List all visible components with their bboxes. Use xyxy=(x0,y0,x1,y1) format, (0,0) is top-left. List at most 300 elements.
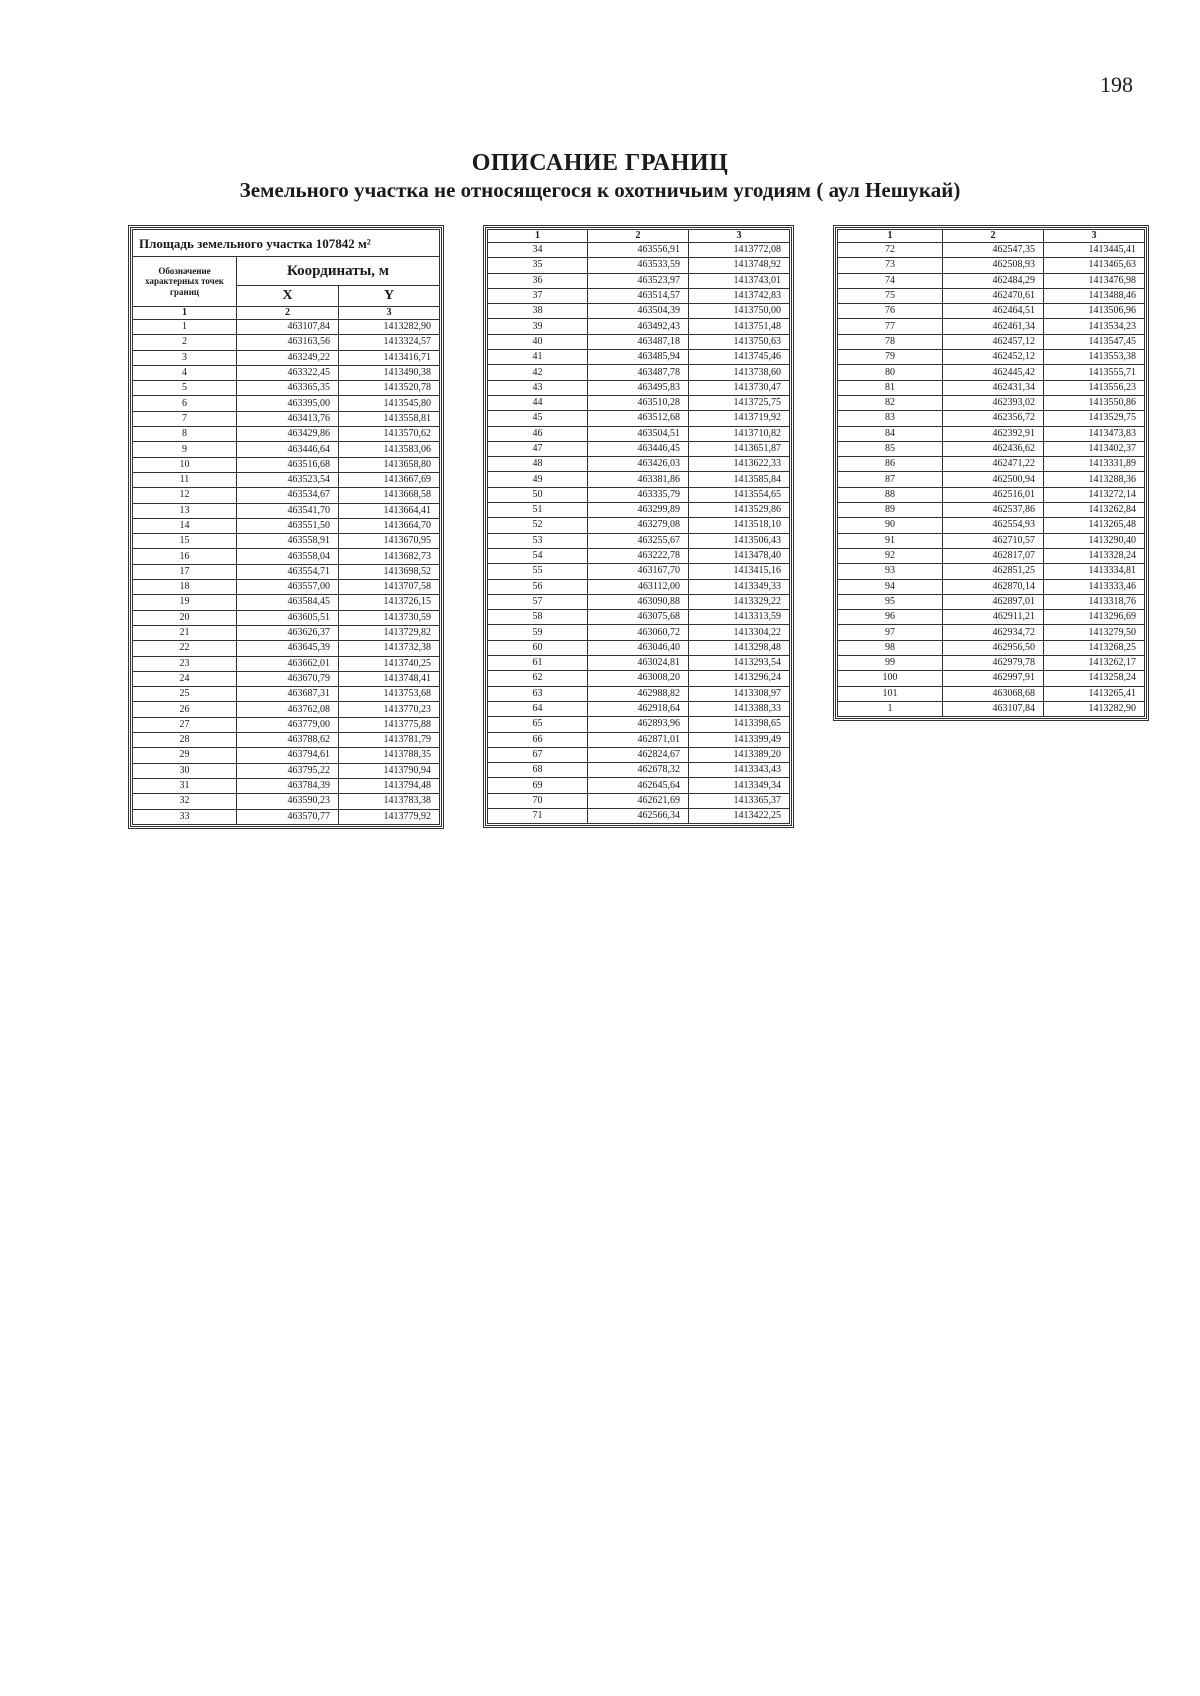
point-number: 38 xyxy=(488,304,588,319)
table-row xyxy=(488,717,790,732)
y-coordinate: 1413490,38 xyxy=(339,365,440,380)
point-number: 24 xyxy=(133,671,237,686)
table-row xyxy=(838,426,1145,441)
x-coordinate: 463046,40 xyxy=(588,640,689,655)
x-coordinate: 463429,86 xyxy=(237,427,339,442)
column-number: 3 xyxy=(339,307,440,320)
x-coordinate: 463558,04 xyxy=(237,549,339,564)
point-number: 61 xyxy=(488,656,588,671)
table-row xyxy=(133,748,440,763)
y-coordinate: 1413753,68 xyxy=(339,687,440,702)
table-row xyxy=(838,288,1145,303)
table1-body xyxy=(133,320,440,825)
x-coordinate: 463322,45 xyxy=(237,365,339,380)
y-coordinate: 1413788,35 xyxy=(339,748,440,763)
x-coordinate: 463533,59 xyxy=(588,258,689,273)
point-number: 48 xyxy=(488,457,588,472)
x-coordinate: 462393,02 xyxy=(943,395,1044,410)
x-coordinate: 463167,70 xyxy=(588,564,689,579)
point-number: 31 xyxy=(133,778,237,793)
point-number: 99 xyxy=(838,656,943,671)
table-row xyxy=(488,411,790,426)
table-row xyxy=(488,258,790,273)
y-coordinate: 1413398,65 xyxy=(689,717,790,732)
y-coordinate: 1413506,43 xyxy=(689,533,790,548)
x-coordinate: 463584,45 xyxy=(237,595,339,610)
point-number: 53 xyxy=(488,533,588,548)
x-coordinate: 463558,91 xyxy=(237,534,339,549)
point-number: 82 xyxy=(838,395,943,410)
table-row xyxy=(838,518,1145,533)
x-coordinate: 462934,72 xyxy=(943,625,1044,640)
y-coordinate: 1413710,82 xyxy=(689,426,790,441)
land-area-label: Площадь земельного участка 107842 м² xyxy=(133,230,440,257)
x-coordinate: 463516,68 xyxy=(237,457,339,472)
y-coordinate: 1413743,01 xyxy=(689,273,790,288)
y-coordinate: 1413779,92 xyxy=(339,809,440,824)
x-coordinate: 463687,31 xyxy=(237,687,339,702)
point-number: 3 xyxy=(133,350,237,365)
point-number: 2 xyxy=(133,335,237,350)
x-coordinate: 463788,62 xyxy=(237,733,339,748)
point-number: 47 xyxy=(488,441,588,456)
table-row xyxy=(488,395,790,410)
table-row xyxy=(133,671,440,686)
y-coordinate: 1413783,38 xyxy=(339,794,440,809)
y-coordinate: 1413781,79 xyxy=(339,733,440,748)
table-row xyxy=(133,488,440,503)
x-coordinate: 463541,70 xyxy=(237,503,339,518)
point-number: 44 xyxy=(488,395,588,410)
y-coordinate: 1413402,37 xyxy=(1044,441,1145,456)
x-coordinate: 463008,20 xyxy=(588,671,689,686)
point-number: 90 xyxy=(838,518,943,533)
y-coordinate: 1413664,41 xyxy=(339,503,440,518)
y-coordinate: 1413794,48 xyxy=(339,778,440,793)
column-number: 3 xyxy=(689,230,790,243)
y-coordinate: 1413725,75 xyxy=(689,395,790,410)
point-number: 54 xyxy=(488,548,588,563)
point-number: 12 xyxy=(133,488,237,503)
table-row xyxy=(488,319,790,334)
column-number: 1 xyxy=(488,230,588,243)
x-coordinate: 463075,68 xyxy=(588,610,689,625)
x-coordinate: 462431,34 xyxy=(943,380,1044,395)
point-number: 32 xyxy=(133,794,237,809)
point-number: 95 xyxy=(838,594,943,609)
table-row xyxy=(488,243,790,258)
point-number: 64 xyxy=(488,701,588,716)
x-coordinate: 463492,43 xyxy=(588,319,689,334)
table-row xyxy=(838,533,1145,548)
table-row xyxy=(133,687,440,702)
point-number: 80 xyxy=(838,365,943,380)
point-number: 13 xyxy=(133,503,237,518)
table-row xyxy=(488,288,790,303)
table-row xyxy=(838,472,1145,487)
table-row xyxy=(133,472,440,487)
y-coordinate: 1413730,47 xyxy=(689,380,790,395)
x-coordinate: 463662,01 xyxy=(237,656,339,671)
point-number: 18 xyxy=(133,580,237,595)
x-coordinate: 463551,50 xyxy=(237,518,339,533)
y-coordinate: 1413308,97 xyxy=(689,686,790,701)
x-coordinate: 462870,14 xyxy=(943,579,1044,594)
point-number: 51 xyxy=(488,503,588,518)
coordinates-table-3 xyxy=(837,229,1145,717)
y-coordinate: 1413658,80 xyxy=(339,457,440,472)
y-coordinate: 1413333,46 xyxy=(1044,579,1145,594)
point-number: 19 xyxy=(133,595,237,610)
table-row xyxy=(838,304,1145,319)
table-row xyxy=(488,564,790,579)
column-number: 3 xyxy=(1044,230,1145,243)
table-row xyxy=(838,671,1145,686)
point-number: 71 xyxy=(488,808,588,823)
point-number: 91 xyxy=(838,533,943,548)
x-coordinate: 463762,08 xyxy=(237,702,339,717)
point-number: 14 xyxy=(133,518,237,533)
y-coordinate: 1413529,75 xyxy=(1044,411,1145,426)
y-coordinate: 1413529,86 xyxy=(689,503,790,518)
point-number: 8 xyxy=(133,427,237,442)
table-row xyxy=(133,809,440,824)
x-coordinate: 463523,97 xyxy=(588,273,689,288)
y-coordinate: 1413738,60 xyxy=(689,365,790,380)
x-coordinate: 462471,22 xyxy=(943,457,1044,472)
point-number: 72 xyxy=(838,243,943,258)
x-coordinate: 463249,22 xyxy=(237,350,339,365)
point-number: 76 xyxy=(838,304,943,319)
point-number: 63 xyxy=(488,686,588,701)
point-number: 36 xyxy=(488,273,588,288)
table-row xyxy=(133,641,440,656)
x-coordinate: 463794,61 xyxy=(237,748,339,763)
point-number: 100 xyxy=(838,671,943,686)
point-number: 33 xyxy=(133,809,237,824)
y-coordinate: 1413288,36 xyxy=(1044,472,1145,487)
table-row xyxy=(488,472,790,487)
y-coordinate: 1413265,48 xyxy=(1044,518,1145,533)
y-coordinate: 1413554,65 xyxy=(689,487,790,502)
point-number: 96 xyxy=(838,610,943,625)
point-number: 68 xyxy=(488,763,588,778)
y-coordinate: 1413670,95 xyxy=(339,534,440,549)
x-coordinate: 463504,39 xyxy=(588,304,689,319)
x-coordinate: 463279,08 xyxy=(588,518,689,533)
point-number: 57 xyxy=(488,594,588,609)
y-coordinate: 1413318,76 xyxy=(1044,594,1145,609)
table3-header xyxy=(838,230,1145,243)
y-coordinate: 1413329,22 xyxy=(689,594,790,609)
table-row xyxy=(133,656,440,671)
point-number: 78 xyxy=(838,334,943,349)
x-coordinate: 462566,34 xyxy=(588,808,689,823)
y-coordinate: 1413790,94 xyxy=(339,763,440,778)
x-coordinate: 462645,64 xyxy=(588,778,689,793)
y-coordinate: 1413553,38 xyxy=(1044,350,1145,365)
table3-body xyxy=(838,243,1145,717)
x-coordinate: 463335,79 xyxy=(588,487,689,502)
y-coordinate: 1413750,00 xyxy=(689,304,790,319)
point-number: 87 xyxy=(838,472,943,487)
y-coordinate: 1413748,41 xyxy=(339,671,440,686)
y-coordinate: 1413476,98 xyxy=(1044,273,1145,288)
table-row xyxy=(133,549,440,564)
x-header: X xyxy=(237,286,339,307)
table1-header xyxy=(133,230,440,320)
point-number: 101 xyxy=(838,686,943,701)
page-subtitle: Земельного участка не относящегося к охотничьим угодиям ( аул Нешукай) xyxy=(239,178,961,202)
point-number: 4 xyxy=(133,365,237,380)
table-row xyxy=(133,350,440,365)
point-number: 45 xyxy=(488,411,588,426)
point-number: 16 xyxy=(133,549,237,564)
x-coordinate: 463485,94 xyxy=(588,350,689,365)
x-coordinate: 462911,21 xyxy=(943,610,1044,625)
x-coordinate: 463222,78 xyxy=(588,548,689,563)
point-number: 40 xyxy=(488,334,588,349)
x-coordinate: 462621,69 xyxy=(588,793,689,808)
point-number: 10 xyxy=(133,457,237,472)
table-row xyxy=(133,580,440,595)
column-number: 2 xyxy=(237,307,339,320)
table-row xyxy=(838,319,1145,334)
table-row xyxy=(133,610,440,625)
y-coordinate: 1413698,52 xyxy=(339,564,440,579)
x-coordinate: 463554,71 xyxy=(237,564,339,579)
y-coordinate: 1413742,83 xyxy=(689,288,790,303)
table-row xyxy=(488,640,790,655)
x-coordinate: 462897,01 xyxy=(943,594,1044,609)
point-number: 84 xyxy=(838,426,943,441)
x-coordinate: 462547,35 xyxy=(943,243,1044,258)
x-coordinate: 463645,39 xyxy=(237,641,339,656)
x-coordinate: 462988,82 xyxy=(588,686,689,701)
point-number: 35 xyxy=(488,258,588,273)
point-number: 59 xyxy=(488,625,588,640)
point-number: 15 xyxy=(133,534,237,549)
table-row xyxy=(133,595,440,610)
table-row xyxy=(133,335,440,350)
y-coordinate: 1413473,83 xyxy=(1044,426,1145,441)
y-coordinate: 1413349,33 xyxy=(689,579,790,594)
table-row xyxy=(488,763,790,778)
x-coordinate: 462464,51 xyxy=(943,304,1044,319)
table-row xyxy=(133,518,440,533)
table-row xyxy=(133,778,440,793)
y-coordinate: 1413775,88 xyxy=(339,717,440,732)
table-row xyxy=(838,564,1145,579)
y-coordinate: 1413290,40 xyxy=(1044,533,1145,548)
point-number: 52 xyxy=(488,518,588,533)
table-row xyxy=(838,686,1145,701)
y-coordinate: 1413558,81 xyxy=(339,411,440,426)
point-number: 46 xyxy=(488,426,588,441)
table-row xyxy=(838,243,1145,258)
y-coordinate: 1413730,59 xyxy=(339,610,440,625)
x-coordinate: 463590,23 xyxy=(237,794,339,809)
table-row xyxy=(488,273,790,288)
table-row xyxy=(838,656,1145,671)
point-number: 60 xyxy=(488,640,588,655)
table-row xyxy=(488,747,790,762)
y-coordinate: 1413506,96 xyxy=(1044,304,1145,319)
point-number: 83 xyxy=(838,411,943,426)
x-coordinate: 462817,07 xyxy=(943,548,1044,563)
y-coordinate: 1413388,33 xyxy=(689,701,790,716)
table-row xyxy=(488,579,790,594)
y-coordinate: 1413719,92 xyxy=(689,411,790,426)
y-coordinate: 1413751,48 xyxy=(689,319,790,334)
table-row xyxy=(488,793,790,808)
y-coordinate: 1413682,73 xyxy=(339,549,440,564)
table-row xyxy=(133,702,440,717)
x-coordinate: 462457,12 xyxy=(943,334,1044,349)
table-row xyxy=(838,258,1145,273)
x-coordinate: 462537,86 xyxy=(943,503,1044,518)
point-number: 1 xyxy=(838,701,943,716)
table-row xyxy=(488,503,790,518)
x-coordinate: 463446,45 xyxy=(588,441,689,456)
x-coordinate: 463365,35 xyxy=(237,381,339,396)
y-coordinate: 1413416,71 xyxy=(339,350,440,365)
y-coordinate: 1413331,89 xyxy=(1044,457,1145,472)
point-number: 65 xyxy=(488,717,588,732)
x-coordinate: 463107,84 xyxy=(237,320,339,335)
table-row xyxy=(488,533,790,548)
table-row xyxy=(488,610,790,625)
page-title: ОПИСАНИЕ ГРАНИЦ xyxy=(471,150,729,176)
point-number: 27 xyxy=(133,717,237,732)
table-row xyxy=(838,334,1145,349)
point-number: 77 xyxy=(838,319,943,334)
point-number: 1 xyxy=(133,320,237,335)
x-coordinate: 463487,18 xyxy=(588,334,689,349)
x-coordinate: 463514,57 xyxy=(588,288,689,303)
table-row xyxy=(838,273,1145,288)
x-coordinate: 463446,64 xyxy=(237,442,339,457)
y-coordinate: 1413729,82 xyxy=(339,625,440,640)
x-coordinate: 462997,91 xyxy=(943,671,1044,686)
table-row xyxy=(133,442,440,457)
point-number: 56 xyxy=(488,579,588,594)
y-coordinate: 1413488,46 xyxy=(1044,288,1145,303)
x-coordinate: 463395,00 xyxy=(237,396,339,411)
point-number: 22 xyxy=(133,641,237,656)
coordinates-table-2 xyxy=(487,229,790,824)
x-coordinate: 463626,37 xyxy=(237,625,339,640)
y-coordinate: 1413445,41 xyxy=(1044,243,1145,258)
point-number: 17 xyxy=(133,564,237,579)
column-number: 1 xyxy=(838,230,943,243)
x-coordinate: 463024,81 xyxy=(588,656,689,671)
y-coordinate: 1413279,50 xyxy=(1044,625,1145,640)
table-row xyxy=(488,441,790,456)
y-coordinate: 1413282,90 xyxy=(339,320,440,335)
x-coordinate: 462500,94 xyxy=(943,472,1044,487)
table-row xyxy=(488,625,790,640)
page-number: 198 xyxy=(1100,72,1133,97)
point-number: 28 xyxy=(133,733,237,748)
y-coordinate: 1413399,49 xyxy=(689,732,790,747)
y-coordinate: 1413547,45 xyxy=(1044,334,1145,349)
point-number: 7 xyxy=(133,411,237,426)
point-number: 42 xyxy=(488,365,588,380)
y-coordinate: 1413349,34 xyxy=(689,778,790,793)
point-number: 29 xyxy=(133,748,237,763)
x-coordinate: 463495,83 xyxy=(588,380,689,395)
y-coordinate: 1413585,84 xyxy=(689,472,790,487)
table-row xyxy=(488,548,790,563)
table-row xyxy=(133,457,440,472)
y-coordinate: 1413296,24 xyxy=(689,671,790,686)
point-number: 79 xyxy=(838,350,943,365)
point-number: 94 xyxy=(838,579,943,594)
point-number: 93 xyxy=(838,564,943,579)
y-coordinate: 1413343,43 xyxy=(689,763,790,778)
point-number: 50 xyxy=(488,487,588,502)
x-coordinate: 463534,67 xyxy=(237,488,339,503)
x-coordinate: 463413,76 xyxy=(237,411,339,426)
y-coordinate: 1413272,14 xyxy=(1044,487,1145,502)
point-number: 30 xyxy=(133,763,237,778)
table-row xyxy=(838,411,1145,426)
x-coordinate: 462392,91 xyxy=(943,426,1044,441)
y-coordinate: 1413296,69 xyxy=(1044,610,1145,625)
table-row xyxy=(838,594,1145,609)
x-coordinate: 462356,72 xyxy=(943,411,1044,426)
x-coordinate: 463255,67 xyxy=(588,533,689,548)
y-coordinate: 1413293,54 xyxy=(689,656,790,671)
y-coordinate: 1413313,59 xyxy=(689,610,790,625)
x-coordinate: 463090,88 xyxy=(588,594,689,609)
table-row xyxy=(488,350,790,365)
x-coordinate: 462484,29 xyxy=(943,273,1044,288)
table-row xyxy=(838,365,1145,380)
table-row xyxy=(133,717,440,732)
table-row xyxy=(488,518,790,533)
y-coordinate: 1413750,63 xyxy=(689,334,790,349)
table-row xyxy=(133,411,440,426)
point-number: 37 xyxy=(488,288,588,303)
point-number: 73 xyxy=(838,258,943,273)
point-number: 25 xyxy=(133,687,237,702)
point-number: 5 xyxy=(133,381,237,396)
y-coordinate: 1413478,40 xyxy=(689,548,790,563)
y-coordinate: 1413282,90 xyxy=(1044,701,1145,716)
y-coordinate: 1413651,87 xyxy=(689,441,790,456)
table-row xyxy=(133,564,440,579)
y-coordinate: 1413265,41 xyxy=(1044,686,1145,701)
table-row xyxy=(488,732,790,747)
table-row xyxy=(838,380,1145,395)
y-coordinate: 1413707,58 xyxy=(339,580,440,595)
table-row xyxy=(488,380,790,395)
y-coordinate: 1413262,17 xyxy=(1044,656,1145,671)
y-coordinate: 1413324,57 xyxy=(339,335,440,350)
y-coordinate: 1413583,06 xyxy=(339,442,440,457)
table-row xyxy=(838,701,1145,716)
x-coordinate: 462678,32 xyxy=(588,763,689,778)
x-coordinate: 463487,78 xyxy=(588,365,689,380)
point-number: 97 xyxy=(838,625,943,640)
x-coordinate: 462824,67 xyxy=(588,747,689,762)
x-coordinate: 463670,79 xyxy=(237,671,339,686)
x-coordinate: 462436,62 xyxy=(943,441,1044,456)
column-number: 2 xyxy=(943,230,1044,243)
y-coordinate: 1413550,86 xyxy=(1044,395,1145,410)
